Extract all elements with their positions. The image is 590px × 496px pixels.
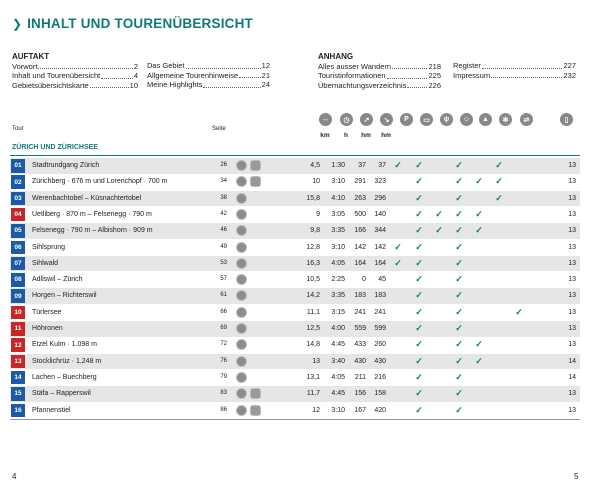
tour-ascent: 211 — [354, 373, 366, 381]
tour-km: 12,5 — [306, 325, 320, 332]
tour-name[interactable]: Zürichberg · 676 m und Lorenchopf · 700 m — [32, 178, 168, 186]
table-row — [10, 256, 580, 272]
toc-dots — [239, 71, 260, 79]
tour-number-badge: 03 — [11, 192, 25, 206]
check-icon: ✓ — [455, 176, 463, 187]
toc-entry-label: Touristinformationen — [318, 71, 386, 81]
tour-number-badge: 01 — [11, 159, 25, 173]
check-icon: ✓ — [495, 176, 503, 187]
tour-descent: 183 — [374, 292, 386, 300]
season-icon — [250, 388, 261, 399]
map-number: 13 — [568, 162, 576, 169]
tour-page: 38 — [220, 194, 227, 201]
tour-number-badge: 08 — [11, 273, 25, 287]
unit-label: hm — [381, 132, 391, 139]
tour-page: 26 — [220, 162, 227, 168]
check-icon: ✓ — [415, 339, 423, 350]
tour-km: 10 — [312, 178, 320, 186]
check-icon: ✓ — [475, 339, 483, 350]
difficulty-icon — [236, 405, 247, 416]
check-icon: ✓ — [455, 257, 463, 268]
tour-ascent: 433 — [354, 341, 366, 349]
check-icon: ✓ — [455, 192, 463, 203]
tour-name[interactable]: Höhronen — [32, 325, 63, 332]
toc-anhang — [318, 52, 441, 90]
map-number: 13 — [568, 178, 576, 186]
category-icon-row — [316, 113, 578, 129]
tour-ascent: 0 — [362, 276, 366, 284]
check-icon: ✓ — [394, 257, 402, 268]
toc-entry-label: Impressum — [453, 70, 491, 80]
toc-entry[interactable] — [453, 71, 576, 81]
tour-page: 79 — [220, 373, 227, 380]
toc-entry[interactable] — [147, 61, 270, 71]
check-icon: ✓ — [435, 225, 443, 236]
table-row — [10, 272, 580, 288]
tour-name[interactable]: Pfannenstiel — [32, 406, 71, 414]
tour-descent: 344 — [374, 227, 386, 235]
check-icon: ✓ — [475, 225, 483, 236]
toc-dots — [482, 61, 563, 69]
toc-dots — [407, 81, 427, 89]
difficulty-icon — [236, 274, 247, 285]
toc-entry-page: 4 — [133, 71, 138, 81]
toc-entry-page: 226 — [428, 80, 441, 90]
toc-entry[interactable] — [12, 81, 138, 91]
header-arrow-icon: ❯ — [12, 16, 23, 31]
toc-entry-page: 2 — [133, 61, 138, 71]
check-icon: ✓ — [415, 257, 423, 268]
map-number: 14 — [568, 357, 576, 365]
tour-km: 12,8 — [306, 243, 320, 251]
page-number-left: 4 — [12, 472, 17, 481]
tour-number-badge: 11 — [11, 322, 25, 336]
table-row — [10, 403, 580, 419]
toc-entry-label: Allgemeine Tourenhinweise — [147, 70, 239, 80]
tour-name[interactable]: Türlersee — [32, 308, 62, 316]
check-icon: ✓ — [415, 323, 423, 333]
tour-descent: 158 — [374, 390, 386, 398]
tour-descent: 260 — [374, 341, 386, 349]
toc-entry-label: Inhalt und Tourenübersicht — [12, 71, 101, 81]
toc-dots — [392, 62, 427, 70]
restaurant-icon: ψ — [440, 113, 453, 126]
table-row — [10, 207, 580, 223]
check-icon: ✓ — [455, 339, 463, 350]
tour-h: 1:30 — [331, 162, 345, 169]
tour-h: 3:35 — [331, 292, 345, 300]
tour-name[interactable]: Adliswil – Zürich — [32, 276, 83, 284]
tour-number-badge: 15 — [11, 387, 25, 401]
tour-ascent: 430 — [354, 357, 366, 365]
toc-dots — [387, 71, 428, 79]
table-row — [10, 223, 580, 239]
tour-number-badge: 16 — [11, 404, 25, 418]
table-row — [10, 240, 580, 256]
check-icon: ✓ — [455, 274, 463, 285]
tour-h: 3:10 — [331, 243, 345, 251]
tour-h: 4:00 — [331, 325, 345, 332]
map-number: 13 — [568, 390, 576, 398]
difficulty-icon — [236, 356, 247, 367]
check-icon: ✓ — [415, 176, 423, 187]
toc-entry-label: Alles ausser Wandern — [318, 61, 392, 71]
tour-number-badge: 06 — [11, 241, 25, 255]
toc-entry-label: Register — [453, 61, 481, 70]
toc-heading: ANHANG — [318, 52, 354, 61]
tour-descent: 37 — [378, 162, 386, 169]
difficulty-icon — [236, 258, 247, 269]
tour-km: 13,1 — [306, 373, 320, 381]
check-icon: ✓ — [415, 404, 423, 415]
check-icon: ✓ — [455, 208, 463, 219]
tour-page: 66 — [220, 308, 227, 315]
table-row — [10, 354, 580, 370]
check-icon: ✓ — [435, 208, 443, 219]
map-number: 13 — [568, 325, 576, 332]
tour-name[interactable]: Sihlsprung — [32, 243, 66, 251]
check-icon: ✓ — [455, 290, 463, 301]
clock-icon: ◷ — [340, 113, 353, 126]
tour-h: 2:25 — [331, 276, 345, 284]
tour-name[interactable]: Stäfa – Rapperswil — [32, 390, 91, 398]
tour-h: 4:10 — [331, 194, 345, 202]
toc-entry-page: 227 — [563, 61, 576, 70]
tour-descent: 241 — [374, 308, 386, 316]
tour-km: 9,8 — [310, 227, 320, 235]
difficulty-icon — [236, 242, 247, 253]
check-icon: ✓ — [455, 225, 463, 236]
check-icon: ✓ — [455, 306, 463, 317]
tour-ascent: 156 — [354, 390, 366, 398]
map-number: 13 — [568, 341, 576, 349]
tour-descent: 430 — [374, 357, 386, 365]
tour-name[interactable]: Horgen – Richterswil — [32, 292, 97, 300]
toc-dots — [203, 80, 260, 88]
difficulty-icon — [236, 193, 247, 204]
toc-entry-page: 232 — [563, 70, 576, 80]
check-icon: ✓ — [394, 160, 402, 170]
tour-page: 42 — [220, 210, 227, 217]
tour-km: 9 — [316, 210, 320, 218]
tour-name[interactable]: Sihlwald — [32, 259, 59, 267]
check-icon: ✓ — [455, 388, 463, 399]
check-icon: ✓ — [415, 388, 423, 399]
tour-page: 34 — [220, 178, 227, 185]
tour-km: 11,1 — [306, 308, 320, 316]
tour-km: 4,5 — [310, 162, 320, 169]
tour-h: 3:35 — [331, 227, 345, 235]
tour-name[interactable]: Stadtrundgang Zürich — [32, 162, 100, 169]
tour-number-badge: 12 — [11, 338, 25, 352]
difficulty-icon — [236, 388, 247, 399]
tour-h: 3:15 — [331, 308, 345, 316]
tour-km: 14,8 — [306, 341, 320, 349]
toc-entry-page: 24 — [261, 80, 270, 90]
map-number: 13 — [568, 210, 576, 218]
tour-page: 49 — [220, 243, 227, 250]
tour-number-badge: 10 — [11, 306, 25, 320]
tour-h: 3:10 — [331, 178, 345, 186]
season-icon — [250, 160, 261, 171]
tour-page: 76 — [220, 357, 227, 364]
tour-h: 4:05 — [331, 259, 345, 267]
tour-km: 11,7 — [306, 390, 320, 398]
check-icon: ✓ — [475, 176, 483, 187]
difficulty-icon — [236, 160, 247, 171]
toc-entry-label: Vorwort — [12, 61, 38, 71]
tour-ascent: 500 — [354, 210, 366, 218]
toc-entry-page: 218 — [428, 61, 441, 71]
tour-ascent: 241 — [354, 308, 366, 316]
tour-ascent: 559 — [354, 325, 366, 332]
check-icon: ✓ — [394, 241, 402, 252]
tour-ascent: 263 — [354, 194, 366, 202]
map-number: 13 — [568, 406, 576, 414]
difficulty-icon — [236, 209, 247, 220]
column-header-seite: Seite — [212, 126, 226, 132]
difficulty-icon — [236, 323, 247, 334]
map-number: 13 — [568, 194, 576, 202]
unit-row — [316, 132, 578, 142]
tour-km: 15,8 — [306, 194, 320, 202]
table-row — [10, 386, 580, 402]
tour-name[interactable]: Lachen – Buechberg — [32, 373, 97, 381]
tour-page: 69 — [220, 325, 227, 331]
check-icon: ✓ — [415, 274, 423, 285]
table-row — [10, 337, 580, 353]
table-row — [10, 305, 580, 321]
check-icon: ✓ — [415, 290, 423, 301]
tour-h: 4:05 — [331, 373, 345, 381]
check-icon: ✓ — [415, 192, 423, 203]
tour-descent: 323 — [374, 178, 386, 186]
tour-km: 12 — [312, 406, 320, 414]
tour-ascent: 167 — [354, 406, 366, 414]
toc-entry-label: Gebietsübersichtskarte — [12, 80, 89, 90]
check-icon: ✓ — [495, 192, 503, 203]
page-header — [12, 16, 253, 31]
tour-page: 46 — [220, 227, 227, 234]
tour-page: 61 — [220, 292, 227, 299]
map-number: 13 — [568, 276, 576, 284]
tour-number-badge: 13 — [11, 355, 25, 369]
toc-entry[interactable] — [318, 81, 441, 91]
tour-name[interactable]: Felsenegg · 790 m – Albishorn · 909 m — [32, 227, 153, 235]
page-number-right: 5 — [574, 472, 579, 481]
descent-icon: ↘ — [380, 113, 393, 126]
page-title: INHALT UND TOURENÜBERSICHT — [27, 16, 254, 31]
tour-ascent: 37 — [358, 162, 366, 169]
toc-dots — [186, 61, 261, 69]
cablecar-icon: ⇄ — [520, 113, 533, 126]
ascent-icon: ↗ — [360, 113, 373, 126]
toc-entry[interactable] — [453, 61, 576, 71]
tour-name[interactable]: Uetliberg · 870 m – Felsenegg · 790 m — [32, 210, 152, 218]
check-icon: ✓ — [415, 306, 423, 317]
difficulty-icon — [236, 372, 247, 383]
difficulty-icon — [236, 307, 247, 318]
map-number: 14 — [568, 373, 576, 381]
check-icon: ✓ — [415, 208, 423, 219]
map-number: 13 — [568, 243, 576, 251]
tour-number-badge: 07 — [11, 257, 25, 271]
difficulty-icon — [236, 176, 247, 187]
map-number: 13 — [568, 292, 576, 300]
check-icon: ✓ — [455, 371, 463, 382]
season-icon — [250, 405, 261, 416]
tour-h: 3:40 — [331, 357, 345, 365]
section-divider — [10, 155, 580, 156]
toc-entry[interactable] — [147, 71, 270, 81]
book-icon: ▯ — [560, 113, 573, 126]
tour-descent: 216 — [374, 373, 386, 381]
difficulty-icon — [236, 290, 247, 301]
check-icon: ✓ — [455, 404, 463, 415]
season-icon — [250, 176, 261, 187]
tour-descent: 420 — [374, 406, 386, 414]
toc-mid — [147, 61, 270, 90]
tour-descent: 164 — [374, 259, 386, 267]
table-row — [10, 158, 580, 174]
tour-h: 4:45 — [331, 390, 345, 398]
tour-descent: 142 — [374, 243, 386, 251]
unit-label: km — [320, 132, 330, 139]
tour-km: 14,2 — [306, 292, 320, 300]
map-number: 13 — [568, 308, 576, 316]
column-header-tour: Tour — [12, 126, 24, 132]
tour-number-badge: 04 — [11, 208, 25, 222]
tour-descent: 599 — [374, 325, 386, 332]
toc-auftakt — [12, 52, 138, 90]
tour-number-badge: 02 — [11, 175, 25, 189]
table-row — [10, 370, 580, 386]
tour-descent: 296 — [374, 194, 386, 202]
tour-name[interactable]: Etzel Kulm · 1.098 m — [32, 341, 97, 349]
toc-dots — [101, 71, 133, 79]
tour-ascent: 291 — [354, 178, 366, 186]
check-icon: ✓ — [495, 160, 503, 170]
check-icon: ✓ — [415, 225, 423, 236]
toc-right — [453, 61, 576, 80]
toc-entry-page: 10 — [129, 80, 138, 90]
unit-label: hm — [361, 132, 371, 139]
table-row — [10, 174, 580, 190]
tour-ascent: 166 — [354, 227, 366, 235]
unit-label: h — [344, 132, 348, 139]
check-icon: ✓ — [415, 355, 423, 366]
tour-number-badge: 09 — [11, 289, 25, 303]
tour-descent: 45 — [378, 276, 386, 284]
toc-entry[interactable] — [12, 62, 138, 72]
table-row — [10, 191, 580, 207]
difficulty-icon — [236, 225, 247, 236]
tour-page: 53 — [220, 259, 227, 266]
toc-entry[interactable] — [318, 62, 441, 72]
tour-km: 10,5 — [306, 276, 320, 284]
toc-dots — [491, 71, 562, 79]
check-icon: ✓ — [415, 371, 423, 382]
mountain-icon: ▲ — [479, 113, 492, 126]
tour-page: 86 — [220, 406, 227, 413]
toc-entry-label: Meine Highlights — [147, 80, 203, 90]
tour-h: 3:10 — [331, 406, 345, 414]
check-icon: ✓ — [415, 160, 423, 170]
toc-entry[interactable] — [12, 71, 138, 81]
tour-h: 4:45 — [331, 341, 345, 349]
toc-heading: AUFTAKT — [12, 52, 50, 61]
tour-name[interactable]: Werenbachtobel – Küsnachtertobel — [32, 194, 142, 202]
toc-entry-page: 225 — [428, 71, 441, 81]
toc-entry-label: Übernachtungsverzeichnis — [318, 80, 407, 90]
tour-page: 83 — [220, 390, 227, 397]
map-number: 13 — [568, 227, 576, 235]
tour-name[interactable]: Stocklichrüz · 1.248 m — [32, 357, 102, 365]
difficulty-icon — [236, 339, 247, 350]
snowflake-icon: ✻ — [499, 113, 512, 126]
table-row — [10, 288, 580, 304]
bus-icon: ▭ — [420, 113, 433, 126]
check-icon: ✓ — [475, 208, 483, 219]
tour-descent: 140 — [374, 210, 386, 218]
table-row — [10, 321, 580, 337]
toc-entry[interactable] — [147, 80, 270, 90]
tour-ascent: 164 — [354, 259, 366, 267]
tour-number-badge: 14 — [11, 371, 25, 385]
section-title: ZÜRICH UND ZÜRICHSEE — [12, 144, 98, 151]
compass-icon: ↔ — [319, 113, 332, 126]
map-number: 13 — [568, 259, 576, 267]
tour-page: 57 — [220, 276, 227, 283]
check-icon: ✓ — [455, 241, 463, 252]
table-bottom-divider — [10, 419, 580, 420]
tour-h: 3:05 — [331, 210, 345, 218]
toc-entry-page: 12 — [261, 61, 270, 70]
check-icon: ✓ — [475, 355, 483, 366]
toc-entry-label: Das Gebiet — [147, 61, 185, 70]
toc-entry-page: 21 — [261, 70, 270, 80]
toc-dots — [38, 62, 132, 70]
tour-ascent: 183 — [354, 292, 366, 300]
toc-dots — [90, 81, 129, 89]
check-icon: ✓ — [455, 355, 463, 366]
parking-icon: P — [400, 113, 413, 126]
tour-ascent: 142 — [354, 243, 366, 251]
check-icon: ✓ — [515, 306, 523, 317]
tour-km: 13 — [312, 357, 320, 365]
toc-entry[interactable] — [318, 71, 441, 81]
tour-number-badge: 05 — [11, 224, 25, 238]
family-icon: ☺ — [460, 113, 473, 126]
tour-km: 16,3 — [306, 259, 320, 267]
check-icon: ✓ — [415, 241, 423, 252]
check-icon: ✓ — [455, 323, 463, 333]
tour-page: 72 — [220, 341, 227, 348]
check-icon: ✓ — [455, 160, 463, 170]
